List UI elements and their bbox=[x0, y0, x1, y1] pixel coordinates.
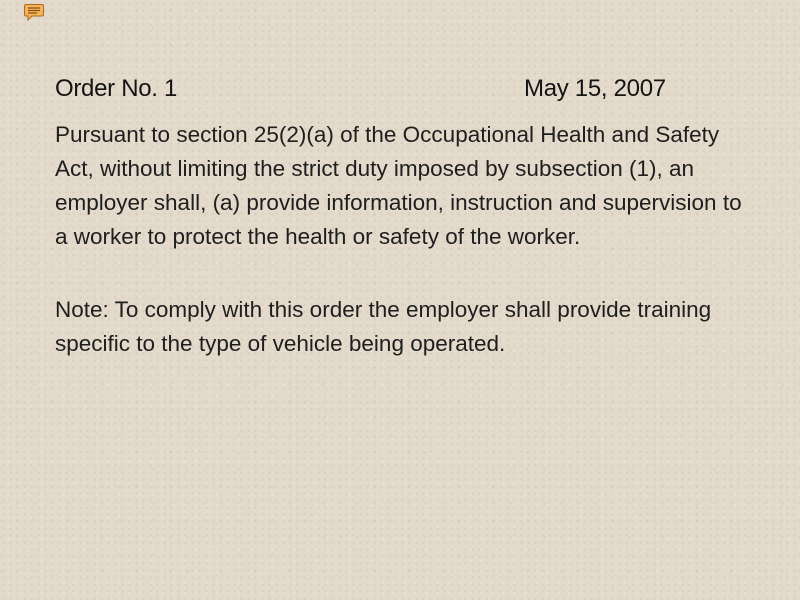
order-header bbox=[55, 74, 695, 106]
order-number: Order No. 1 bbox=[55, 75, 178, 102]
order-date: May 15, 2007 bbox=[524, 75, 666, 102]
note-paragraph: Note: To comply with this order the employer shall provide training specific to the type of vehicle being operated. bbox=[55, 297, 712, 356]
comment-icon-graphic bbox=[24, 3, 44, 21]
comment-icon[interactable] bbox=[24, 3, 44, 21]
order-paragraph: Pursuant to section 25(2)(a) of the Occupational Health and Safety Act, without limiting the strict duty imposed by subsection (1), an employer shall, (a) provide information, instruction and supervision to a worker to protect the health or safety of the worker. bbox=[55, 122, 742, 249]
